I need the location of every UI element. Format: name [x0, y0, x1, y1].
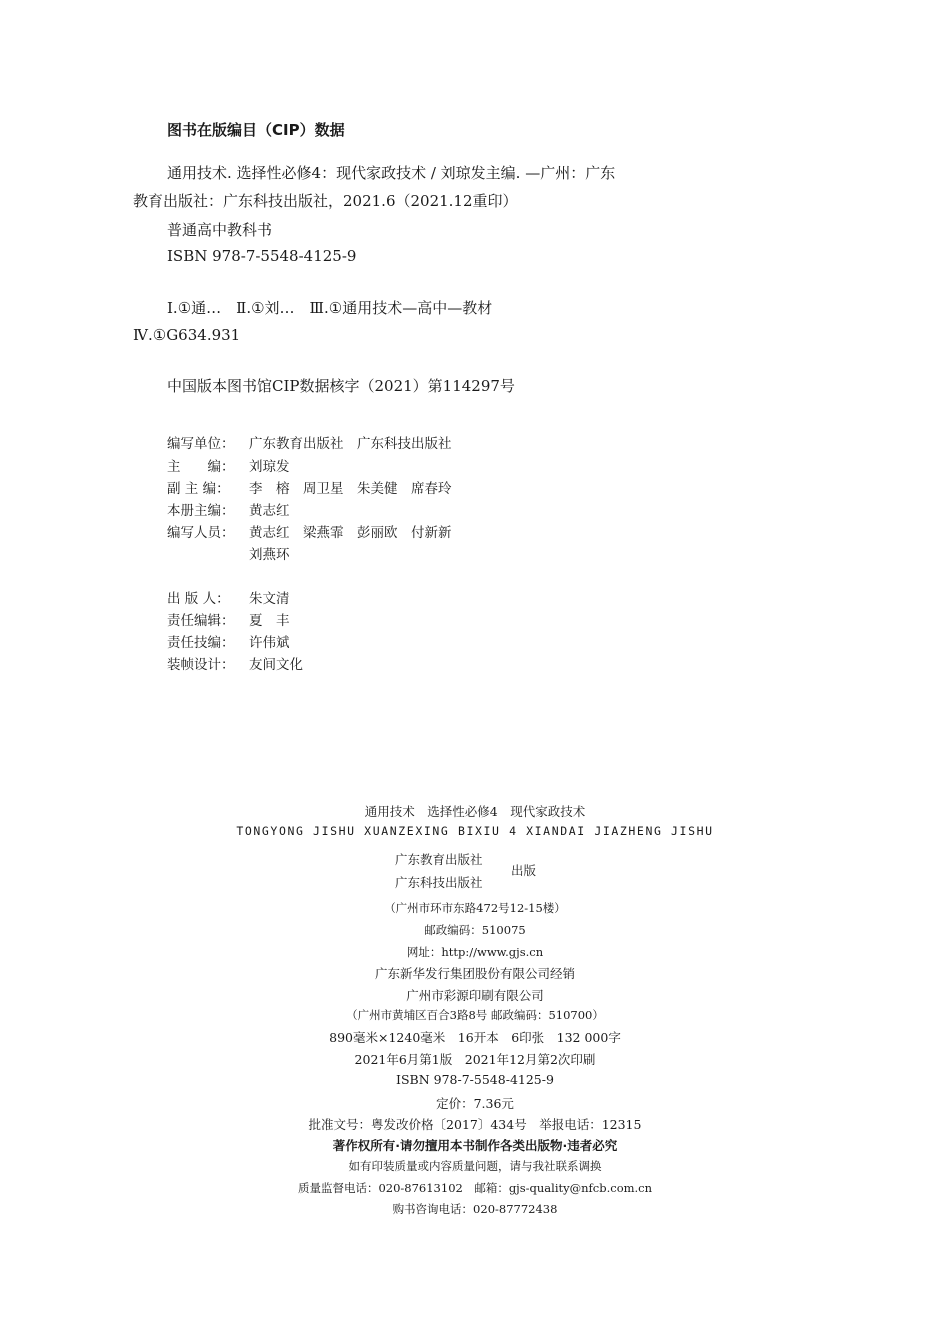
imprint-postcode: 邮政编码：510075	[424, 923, 526, 937]
credit-label: 主 编：	[167, 459, 235, 475]
imprint-price: 定价：7.36元	[436, 1096, 514, 1111]
credit-label: 编写人员：	[167, 525, 235, 541]
credit-volume-editor	[167, 499, 290, 519]
credit-value: 夏 丰	[249, 613, 290, 629]
imprint-address: （广州市环市东路472号12-15楼）	[384, 901, 566, 915]
credit-writing-staff-continued: 刘燕环	[249, 547, 290, 563]
imprint-format: 890毫米×1240毫米 16开本 6印张 132 000字	[329, 1030, 621, 1045]
credit-label: 责任技编：	[167, 635, 235, 651]
credit-chief-editor	[167, 455, 290, 475]
credit-responsible-editor	[167, 609, 290, 629]
imprint-edition: 2021年6月第1版 2021年12月第2次印刷	[354, 1052, 596, 1067]
imprint-approval: 批准文号：粤发改价格〔2017〕434号 举报电话：12315	[308, 1117, 642, 1132]
credit-label: 责任编辑：	[167, 613, 235, 629]
imprint-printer-address: （广州市黄埔区百合3路8号 邮政编码：510700）	[346, 1008, 604, 1022]
cip-series: 普通高中教科书	[167, 221, 273, 239]
imprint-copyright-notice: 著作权所有·请勿擅用本书制作各类出版物·违者必究	[332, 1138, 618, 1153]
credit-value: 友间文化	[249, 657, 303, 673]
imprint-publish-label: 出版	[511, 863, 537, 878]
imprint-press-1: 广东教育出版社	[395, 852, 483, 867]
credit-label: 装帧设计：	[167, 657, 235, 673]
cip-classification-line-2: Ⅳ.①G634.931	[133, 326, 241, 344]
credit-value: 黄志红	[249, 503, 290, 519]
credit-label: 本册主编：	[167, 503, 235, 519]
credit-writing-staff	[167, 521, 452, 541]
credit-value: 朱文清	[249, 591, 290, 607]
credit-technical-editor	[167, 631, 290, 651]
cip-description-line-2: 教育出版社：广东科技出版社，2021.6（2021.12重印）	[133, 192, 518, 210]
cip-description-line-1: 通用技术. 选择性必修4：现代家政技术 / 刘琼发主编. —广州：广东	[167, 164, 616, 182]
credit-value: 黄志红 梁燕霏 彭丽欧 付新新	[249, 525, 452, 541]
imprint-quality-note: 如有印装质量或内容质量问题，请与我社联系调换	[348, 1159, 602, 1173]
credit-writing-unit	[167, 432, 452, 452]
imprint-quality-contact: 质量监督电话：020-87613102 邮箱：gjs-quality@nfcb.com.cn	[297, 1181, 653, 1195]
credit-label: 副 主 编：	[167, 481, 230, 497]
credit-value: 广东教育出版社 广东科技出版社	[249, 436, 452, 452]
credit-label: 出 版 人：	[167, 591, 230, 607]
credit-book-design	[167, 653, 303, 673]
credit-deputy-editors	[167, 477, 452, 497]
imprint-purchase-contact: 购书咨询电话：020-87772438	[392, 1202, 558, 1216]
cip-classification-line-1: Ⅰ.①通… Ⅱ.①刘… Ⅲ.①通用技术—高中—教材	[167, 299, 493, 317]
cip-approval-number: 中国版本图书馆CIP数据核字（2021）第114297号	[167, 377, 515, 395]
cip-title: 图书在版编目（CIP）数据	[167, 121, 345, 139]
imprint-press-2: 广东科技出版社	[395, 875, 483, 890]
credit-value: 李 榕 周卫星 朱美健 席春玲	[249, 481, 452, 497]
imprint-book-title: 通用技术 选择性必修4 现代家政技术	[364, 804, 586, 819]
credit-value: 许伟斌	[249, 635, 290, 651]
credit-value: 刘琼发	[249, 459, 290, 475]
imprint-distributor: 广东新华发行集团股份有限公司经销	[374, 966, 575, 981]
imprint-isbn: ISBN 978-7-5548-4125-9	[396, 1072, 554, 1087]
credit-label: 编写单位：	[167, 436, 235, 452]
cip-isbn: ISBN 978-7-5548-4125-9	[167, 247, 357, 265]
credit-publisher	[167, 587, 290, 607]
imprint-printer: 广州市彩源印刷有限公司	[406, 988, 544, 1003]
imprint-pinyin-title: TONGYONG JISHU XUANZEXING BIXIU 4 XIANDAI JIAZHENG JISHU	[236, 824, 714, 838]
imprint-website: 网址：http://www.gjs.cn	[406, 945, 544, 959]
